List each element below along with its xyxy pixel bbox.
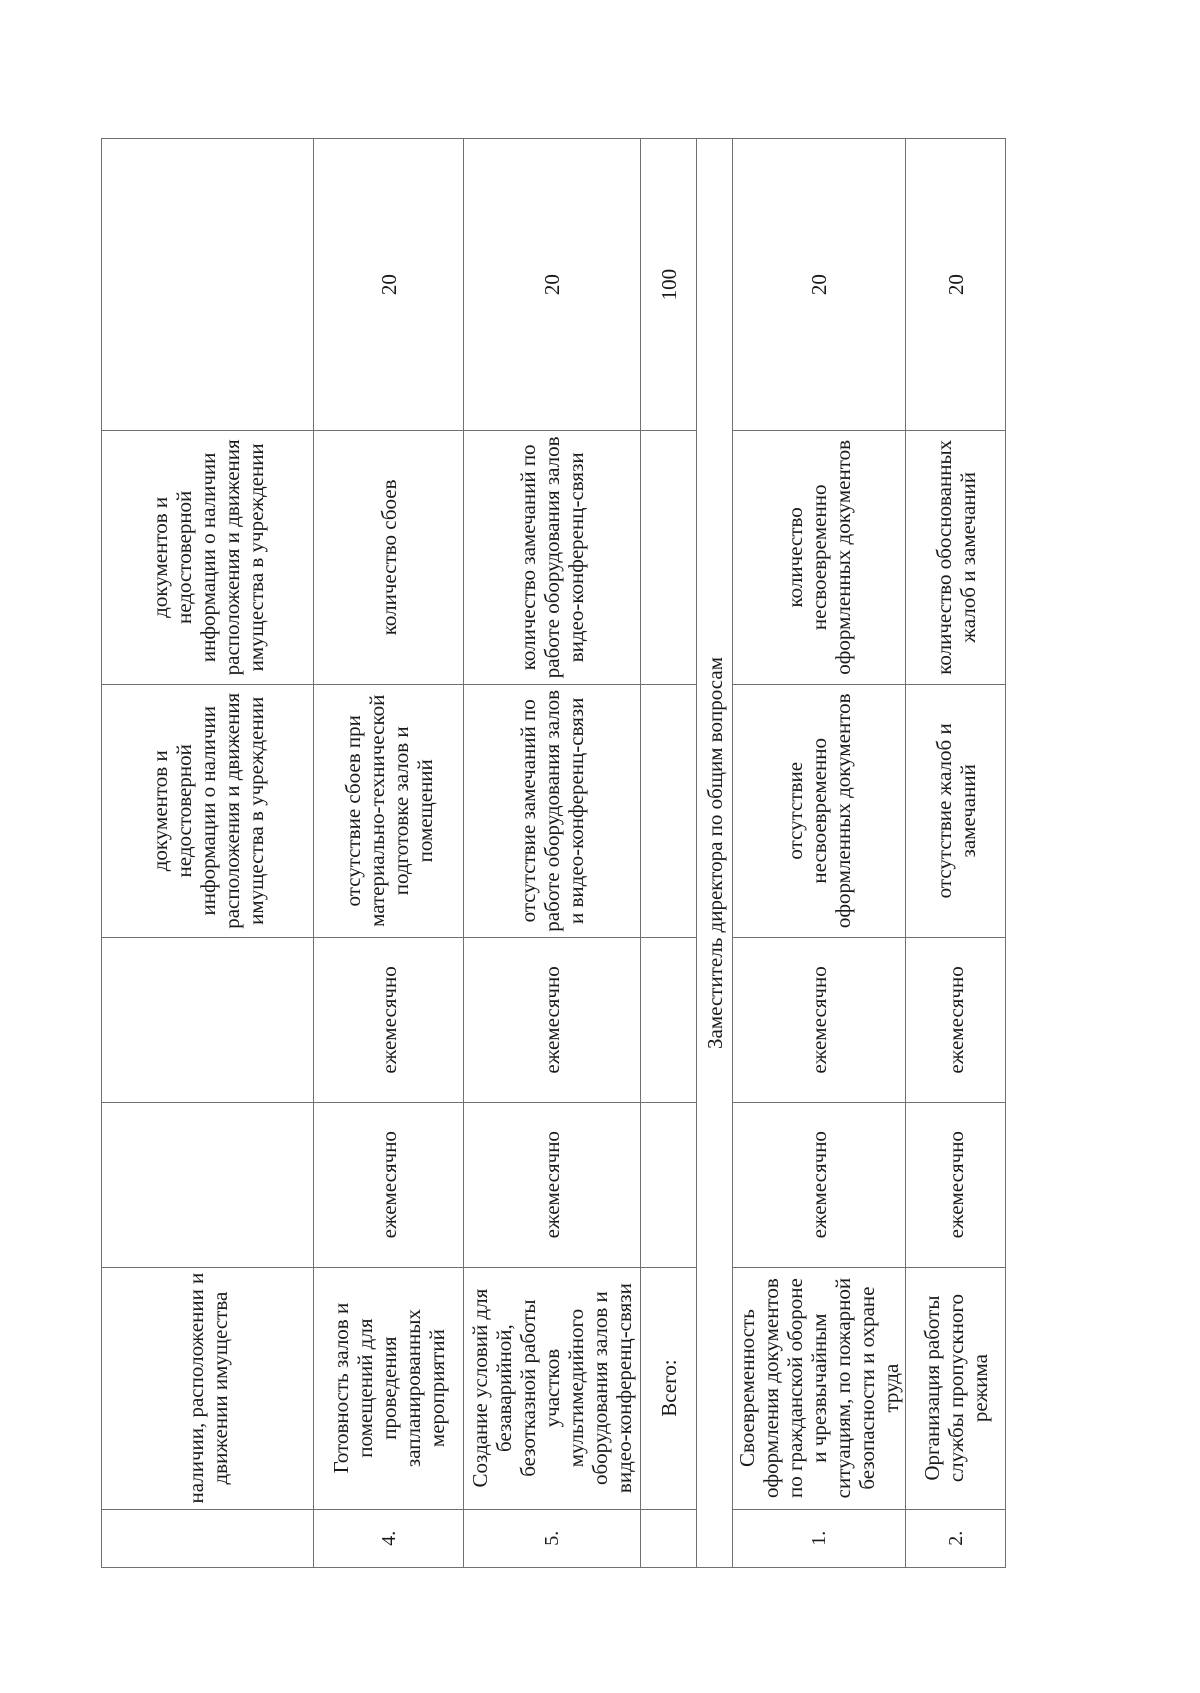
period-cell: [102, 1102, 314, 1267]
row-number: 5.: [464, 1509, 641, 1567]
total-label: Всего:: [641, 1267, 697, 1509]
period-cell: ежемесячно: [314, 1102, 464, 1267]
criteria-table: [101, 138, 1006, 1568]
period-cell: ежемесячно: [464, 1102, 641, 1267]
table-row-2: [906, 139, 1006, 1568]
period-cell: ежемесячно: [733, 938, 906, 1103]
period-cell: [641, 938, 697, 1103]
period-cell: ежемесячно: [733, 1102, 906, 1267]
table-row-continued: [102, 139, 314, 1568]
criterion-cell: Готовность залов и помещений для проведения запланированных мероприятий: [314, 1267, 464, 1509]
section-title: Заместитель директора по общим вопросам: [697, 139, 733, 1568]
section-header-row: [697, 139, 733, 1568]
points-cell: 20: [733, 139, 906, 431]
table-row-1: [733, 139, 906, 1568]
period-cell: ежемесячно: [464, 938, 641, 1103]
table-row-total: [641, 139, 697, 1568]
points-cell: [102, 139, 314, 431]
period-cell: ежемесячно: [314, 938, 464, 1103]
table-row-5: [464, 139, 641, 1568]
period-cell: [102, 938, 314, 1103]
indicator-cell: документов и недостоверной информации о наличии расположения и движения имущества в учреждении: [102, 431, 314, 684]
points-cell: 20: [314, 139, 464, 431]
indicator-cell: количество замечаний по работе оборудования залов видео-конференц-связи: [464, 431, 641, 684]
criterion-cell: Организация работы службы пропускного режима: [906, 1267, 1006, 1509]
row-number: 4.: [314, 1509, 464, 1567]
condition-cell: отсутствие замечаний по работе оборудования залов и видео-конференц-связи: [464, 684, 641, 937]
indicator-cell: количество сбоев: [314, 431, 464, 684]
criterion-cell: Своевременность оформления документов по гражданской обороне и чрезвычайным ситуациям, по пожарной безопасности и охране труда: [733, 1267, 906, 1509]
table-row-4: [314, 139, 464, 1568]
condition-cell: документов и недостоверной информации о наличии расположения и движения имущества в учреждении: [102, 684, 314, 937]
period-cell: ежемесячно: [906, 938, 1006, 1103]
criterion-cell: Создание условий для безаварийной, безотказной работы участков мультимедийного оборудования залов и видео-конференц-связи: [464, 1267, 641, 1509]
period-cell: [641, 1102, 697, 1267]
condition-cell: отсутствие несвоевременно оформленных документов: [733, 684, 906, 937]
criterion-cell: наличии, расположении и движении имущества: [102, 1267, 314, 1509]
condition-cell: отсутствие сбоев при материально-технической подготовке залов и помещений: [314, 684, 464, 937]
row-number: 1.: [733, 1509, 906, 1567]
indicator-cell: количество несвоевременно оформленных документов: [733, 431, 906, 684]
indicator-cell: количество обоснованных жалоб и замечаний: [906, 431, 1006, 684]
row-number-cell: [641, 1509, 697, 1567]
indicator-cell: [641, 431, 697, 684]
points-cell: 20: [906, 139, 1006, 431]
condition-cell: отсутствие жалоб и замечаний: [906, 684, 1006, 937]
row-number-cell: [102, 1509, 314, 1567]
period-cell: ежемесячно: [906, 1102, 1006, 1267]
condition-cell: [641, 684, 697, 937]
row-number: 2.: [906, 1509, 1006, 1567]
points-cell: 20: [464, 139, 641, 431]
total-points: 100: [641, 139, 697, 431]
